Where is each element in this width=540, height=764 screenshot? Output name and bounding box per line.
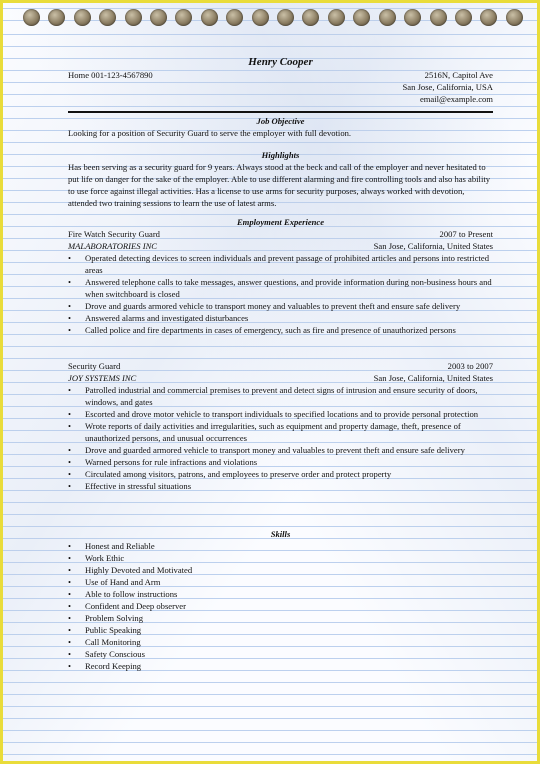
job-title-row [68, 360, 493, 372]
duty-item [68, 420, 493, 444]
binder-hole [430, 9, 447, 26]
header-divider [68, 111, 493, 113]
highlights-heading: Highlights [261, 150, 300, 160]
skill-text: Work Ethic [85, 553, 125, 563]
skill-item [68, 648, 493, 660]
spacer [68, 336, 493, 360]
skill-text: Honest and Reliable [85, 541, 155, 551]
duty-text: Wrote reports of daily activities and irregularities, such as equipment and property damage, theft, presence of unauthorized persons, and unusual occurrences [85, 421, 461, 443]
job-company: MALABORATORIES INC [68, 241, 158, 251]
binder-hole [125, 9, 142, 26]
skill-item [68, 612, 493, 624]
skill-item [68, 564, 493, 576]
bullet-icon: • [68, 445, 72, 455]
job-dates: 2007 to Present [439, 229, 493, 239]
resume-name: Henry Cooper [248, 56, 313, 68]
duty-item [68, 468, 493, 480]
duty-text: Called police and fire departments in cases of emergency, such as fire and presence of unauthorized persons [85, 325, 456, 335]
skill-text: Record Keeping [85, 661, 142, 671]
binder-hole [226, 9, 243, 26]
skill-text: Confident and Deep observer [85, 601, 186, 611]
bullet-icon: • [68, 457, 72, 467]
skill-text: Use of Hand and Arm [85, 577, 161, 587]
bullet-icon: • [68, 469, 72, 479]
binder-hole [455, 9, 472, 26]
job-location: San Jose, California, United States [373, 373, 493, 383]
spacer [68, 492, 493, 526]
job-position: Security Guard [68, 361, 121, 371]
objective-text: Looking for a position of Security Guard to serve the employer with full devotion. [68, 128, 352, 138]
binder-hole [201, 9, 218, 26]
job-entry [68, 228, 493, 336]
bullet-icon: • [68, 613, 72, 623]
bullet-icon: • [68, 637, 72, 647]
skill-item [68, 588, 493, 600]
job-position: Fire Watch Security Guard [68, 229, 160, 239]
skill-text: Call Monitoring [85, 637, 141, 647]
job-title-row [68, 228, 493, 240]
skill-text: Public Speaking [85, 625, 142, 635]
binder-hole [175, 9, 192, 26]
duty-text: Escorted and drove motor vehicle to transport individuals to specified locations and to provide personal protection [85, 409, 479, 419]
bullet-icon: • [68, 661, 72, 671]
job-company-row [68, 240, 493, 252]
binder-holes [23, 9, 523, 29]
bullet-icon: • [68, 541, 72, 551]
phone-number: Home 001-123-4567890 [68, 70, 153, 80]
binder-hole [302, 9, 319, 26]
skill-text: Highly Devoted and Motivated [85, 565, 193, 575]
duty-text: Drove and guarded armored vehicle to transport money and valuables to prevent theft and ensure safe delivery [85, 445, 465, 455]
bullet-icon: • [68, 565, 72, 575]
address-line-2: San Jose, California, USA [402, 82, 493, 92]
duty-list [68, 384, 493, 492]
job-company-row [68, 372, 493, 384]
bullet-icon: • [68, 313, 72, 323]
duty-item [68, 408, 493, 420]
duty-item [68, 252, 493, 276]
binder-hole [74, 9, 91, 26]
experience-heading: Employment Experience [236, 217, 325, 227]
bullet-icon: • [68, 649, 72, 659]
skills-list [68, 540, 493, 672]
bullet-icon: • [68, 385, 72, 395]
binder-hole [23, 9, 40, 26]
skill-item [68, 636, 493, 648]
skills-heading: Skills [270, 529, 291, 539]
duty-item [68, 300, 493, 312]
bullet-icon: • [68, 301, 72, 311]
duty-text: Warned persons for rule infractions and violations [85, 457, 258, 467]
duty-item [68, 480, 493, 492]
duty-text: Circulated among visitors, patrons, and employees to preserve order and protect property [85, 469, 392, 479]
objective-heading: Job Objective [256, 116, 305, 126]
job-entry [68, 360, 493, 492]
duty-item [68, 456, 493, 468]
binder-hole [277, 9, 294, 26]
duty-item [68, 384, 493, 408]
duty-item [68, 444, 493, 456]
bullet-icon: • [68, 253, 72, 263]
bullet-icon: • [68, 601, 72, 611]
bullet-icon: • [68, 589, 72, 599]
highlights-text: Has been serving as a security guard for 9 years. Always stood at the beck and call of the employer and never hesitated to put life on danger for the sake of the employer. Able to use different alarming and fire controlling tools and also has ability to use force against illegal activities. Has a license to use arms for security purposes, always worked with devotion, attended two training sessions to learn the use of latest arms. [68, 162, 491, 208]
binder-hole [480, 9, 497, 26]
binder-hole [328, 9, 345, 26]
binder-hole [48, 9, 65, 26]
job-company: JOY SYSTEMS INC [68, 373, 137, 383]
bullet-icon: • [68, 409, 72, 419]
duty-item [68, 312, 493, 324]
binder-hole [404, 9, 421, 26]
duty-text: Drove and guards armored vehicle to transport money and valuables to prevent theft and ensure safe delivery [85, 301, 461, 311]
bullet-icon: • [68, 553, 72, 563]
email-address: email@example.com [419, 94, 493, 104]
binder-hole [99, 9, 116, 26]
skill-text: Able to follow instructions [85, 589, 178, 599]
resume [68, 55, 493, 672]
contact-block [68, 69, 493, 105]
binder-hole [379, 9, 396, 26]
duty-text: Patrolled industrial and commercial premises to prevent and detect signs of intrusion and ensure security of doors, windows, and gates [85, 385, 478, 407]
binder-hole [506, 9, 523, 26]
job-dates: 2003 to 2007 [447, 361, 493, 371]
bullet-icon: • [68, 325, 72, 335]
duty-list [68, 252, 493, 336]
bullet-icon: • [68, 277, 72, 287]
skill-item [68, 552, 493, 564]
duty-text: Effective in stressful situations [85, 481, 192, 491]
address-line-1: 2516N, Capitol Ave [424, 70, 493, 80]
skill-item [68, 540, 493, 552]
skill-item [68, 576, 493, 588]
skill-text: Problem Solving [85, 613, 144, 623]
bullet-icon: • [68, 421, 72, 431]
duty-text: Answered alarms and investigated disturbances [85, 313, 249, 323]
binder-hole [252, 9, 269, 26]
bullet-icon: • [68, 481, 72, 491]
bullet-icon: • [68, 625, 72, 635]
job-location: San Jose, California, United States [373, 241, 493, 251]
duty-item [68, 324, 493, 336]
duty-text: Answered telephone calls to take messages, answer questions, and provide information during non-business hours and when switchboard is closed [85, 277, 492, 299]
skill-text: Safety Conscious [85, 649, 145, 659]
duty-item [68, 276, 493, 300]
binder-hole [150, 9, 167, 26]
skill-item [68, 600, 493, 612]
binder-hole [353, 9, 370, 26]
duty-text: Operated detecting devices to screen individuals and prevent passage of prohibited articles and persons into restricted areas [85, 253, 490, 275]
skill-item [68, 660, 493, 672]
address-block [403, 69, 493, 105]
bullet-icon: • [68, 577, 72, 587]
skill-item [68, 624, 493, 636]
